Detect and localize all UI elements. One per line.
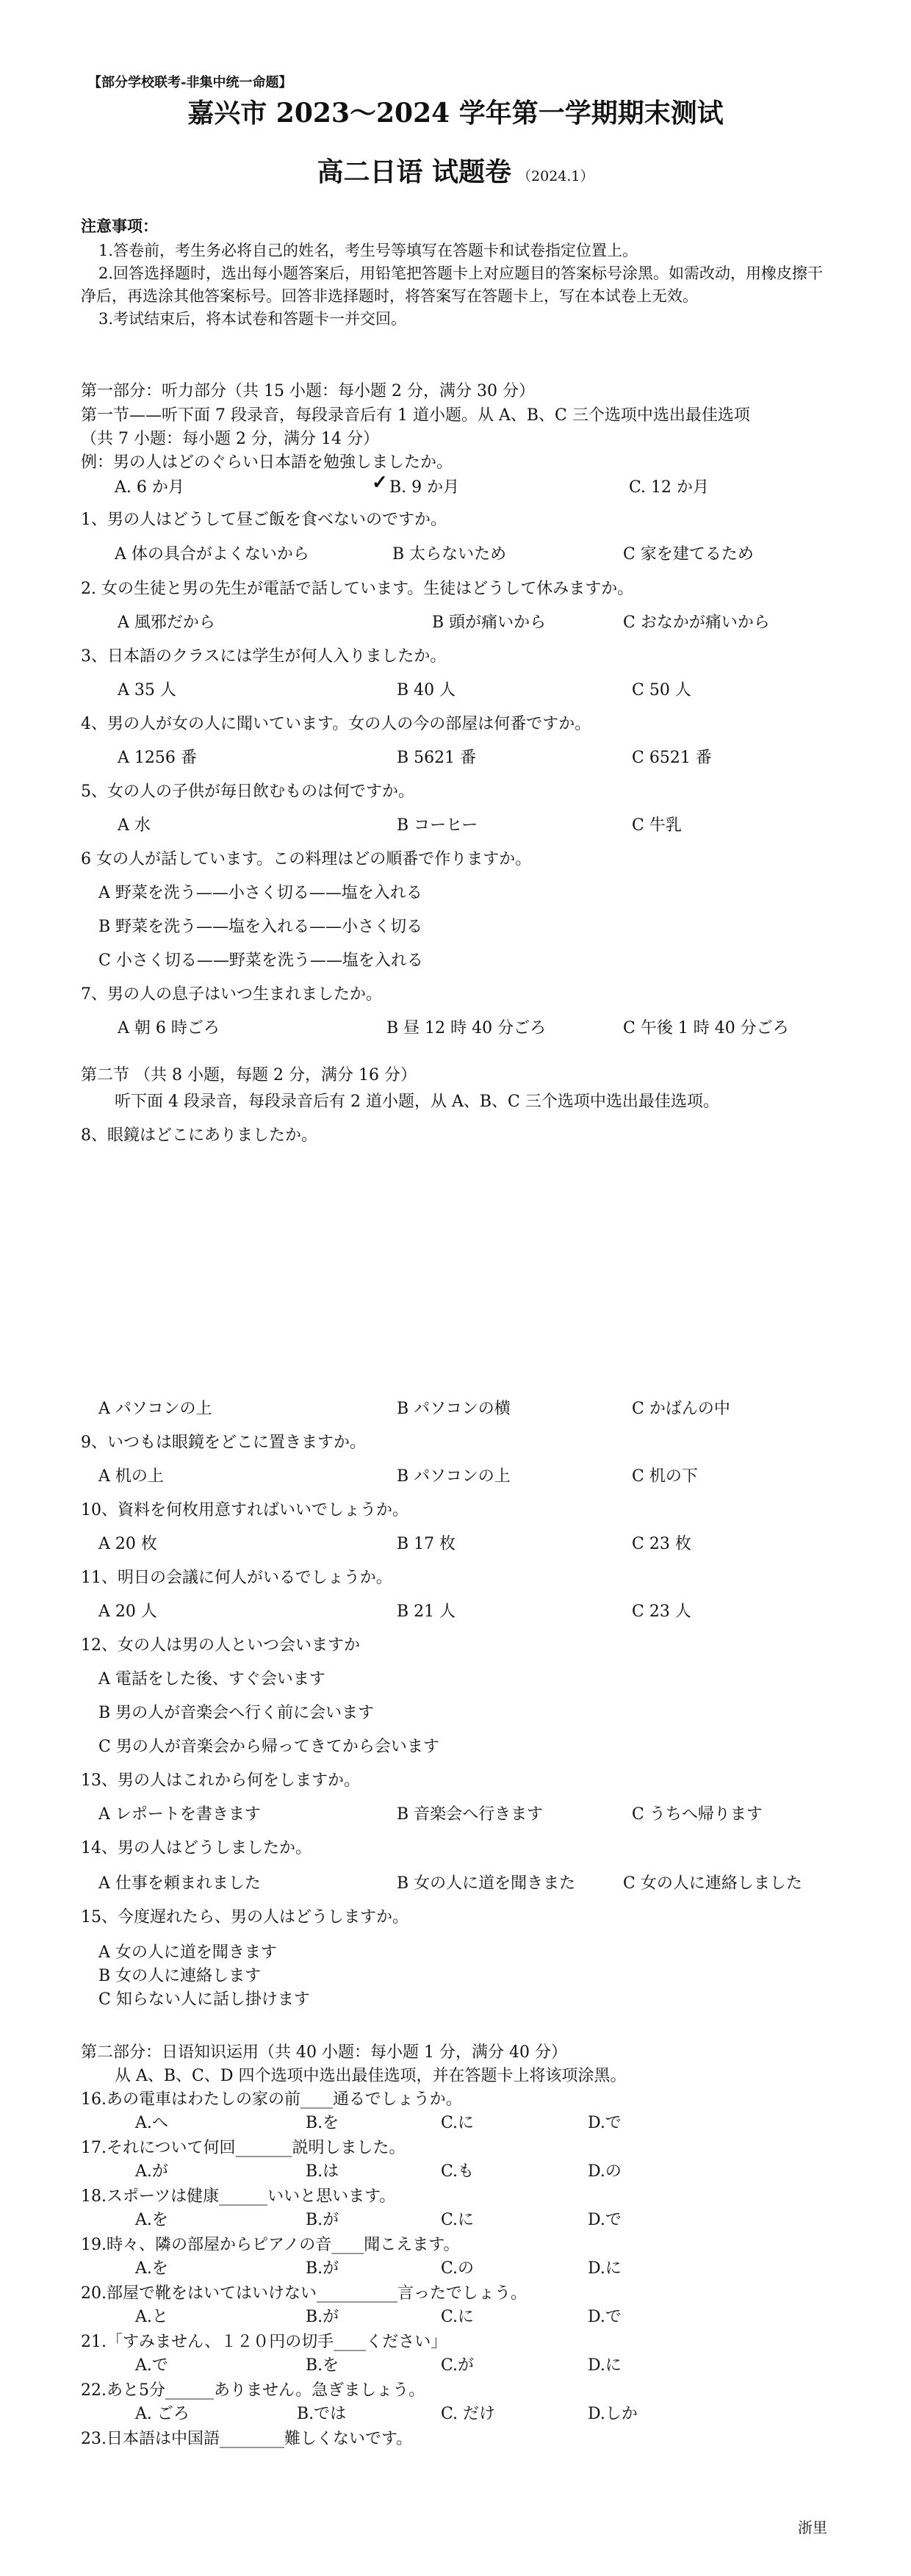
question-11: 11、明日の会議に何人がいるでしょうか。 bbox=[81, 1569, 392, 1587]
question-17: 17.それについて何回_______説明しました。 bbox=[81, 2139, 406, 2157]
q1-option-b: B 太らないため bbox=[392, 545, 507, 564]
q9-option-c: C 机の下 bbox=[632, 1467, 698, 1486]
question-8: 8、眼鏡はどこにありましたか。 bbox=[81, 1126, 317, 1145]
exam-date: （2024.1） bbox=[517, 168, 594, 184]
example-option-a: A. 6 か月 bbox=[115, 478, 184, 497]
question-5: 5、女の人の子供が毎日飲むものは何ですか。 bbox=[81, 782, 414, 801]
q17-option-d: D.の bbox=[588, 2162, 622, 2181]
subtitle-text: 高二日语 试题卷 bbox=[317, 156, 512, 187]
q4-option-b: B 5621 番 bbox=[397, 749, 477, 767]
exam-tag: 【部分学校联考-非集中统一命题】 bbox=[88, 75, 292, 90]
q12-option-c: C 男の人が音楽会から帰ってきてから会います bbox=[98, 1738, 439, 1756]
question-20: 20.部屋で靴をはいてはいけない__________言ったでしょう。 bbox=[81, 2284, 527, 2303]
q22-option-b: B.では bbox=[297, 2405, 347, 2423]
q10-option-c: C 23 枚 bbox=[632, 1535, 691, 1553]
question-13: 13、男の人はこれから何をしますか。 bbox=[81, 1771, 360, 1790]
q11-option-b: B 21 人 bbox=[397, 1602, 456, 1621]
q15-option-c: C 知らない人に話し掛けます bbox=[98, 1990, 310, 2009]
q14-option-a: A 仕事を頼まれました bbox=[98, 1874, 261, 1893]
part1-section2-sub: 听下面 4 段录音，每段录音后有 2 道小题，从 A、B、C 三个选项中选出最佳选项。 bbox=[115, 1093, 719, 1111]
q12-option-b: B 男の人が音楽会へ行く前に会います bbox=[98, 1704, 375, 1722]
notice-item: 2.回答选择题时，选出每小题答案后，用铅笔把答题卡上对应题目的答案标号涂黑。如需改动，用橡皮擦干净后，再选涂其他答案标号。回答非选择题时，将答案写在答题卡上，写在本试卷上无效。 bbox=[81, 265, 824, 305]
q19-option-b: B.が bbox=[306, 2259, 339, 2278]
q8-option-c: C かばんの中 bbox=[632, 1400, 730, 1418]
q4-option-a: A 1256 番 bbox=[118, 749, 197, 767]
q10-option-a: A 20 枚 bbox=[98, 1535, 157, 1553]
q21-option-a: A.で bbox=[135, 2356, 168, 2375]
question-3: 3、日本語のクラスには学生が何人入りましたか。 bbox=[81, 647, 447, 666]
q11-option-c: C 23 人 bbox=[632, 1602, 691, 1621]
q5-option-b: B コーヒー bbox=[397, 816, 478, 835]
q3-option-c: C 50 人 bbox=[632, 681, 691, 699]
q16-option-d: D.で bbox=[588, 2114, 622, 2132]
q22-option-c: C. だけ bbox=[441, 2405, 496, 2423]
q18-option-c: C.に bbox=[441, 2211, 475, 2229]
q15-option-a: A 女の人に道を聞きます bbox=[98, 1943, 277, 1962]
part1-section1-sub: （共 7 小题：每小题 2 分，满分 14 分） bbox=[81, 430, 379, 448]
q8-option-b: B パソコンの横 bbox=[397, 1400, 511, 1418]
q19-option-a: A.を bbox=[135, 2259, 168, 2278]
question-6: 6 女の人が話しています。この料理はどの順番で作りますか。 bbox=[81, 850, 532, 868]
part2-title: 第二部分：日语知识运用（共 40 小题：每小题 1 分，满分 40 分） bbox=[81, 2043, 567, 2062]
q9-option-b: B パソコンの上 bbox=[397, 1467, 511, 1486]
question-19: 19.時々、隣の部屋からピアノの音____聞こえます。 bbox=[81, 2236, 460, 2254]
q2-option-b: B 頭が痛いから bbox=[432, 614, 547, 632]
q17-option-a: A.が bbox=[135, 2162, 168, 2181]
q17-option-c: C.も bbox=[441, 2162, 475, 2181]
question-15: 15、今度遅れたら、男の人はどうしますか。 bbox=[81, 1908, 408, 1926]
q20-option-d: D.で bbox=[588, 2308, 622, 2326]
question-4: 4、男の人が女の人に聞いています。女の人の今の部屋は何番ですか。 bbox=[81, 715, 591, 733]
q16-option-a: A.へ bbox=[135, 2114, 168, 2132]
example-option-c: C. 12 か月 bbox=[629, 478, 710, 497]
q16-option-c: C.に bbox=[441, 2114, 475, 2132]
q1-option-c: C 家を建てるため bbox=[623, 545, 754, 564]
exam-title: 嘉兴市 2023～2024 学年第一学期期末测试 bbox=[187, 98, 724, 129]
q13-option-c: C うちへ帰ります bbox=[632, 1805, 763, 1824]
question-2: 2. 女の生徒と男の先生が電話で話しています。生徒はどうして休みますか。 bbox=[81, 580, 634, 598]
q6-option-c: C 小さく切る——野菜を洗う——塩を入れる bbox=[98, 951, 423, 970]
question-12: 12、女の人は男の人といつ会いますか bbox=[81, 1636, 360, 1655]
q20-option-c: C.に bbox=[441, 2308, 475, 2326]
question-9: 9、いつもは眼鏡をどこに置きますか。 bbox=[81, 1433, 366, 1452]
q2-option-a: A 風邪だから bbox=[118, 614, 215, 632]
q22-option-a: A. ごろ bbox=[135, 2405, 190, 2423]
q21-option-b: B.を bbox=[306, 2356, 339, 2375]
q18-option-a: A.を bbox=[135, 2211, 168, 2229]
exam-subtitle bbox=[0, 151, 911, 189]
question-14: 14、男の人はどうしましたか。 bbox=[81, 1839, 312, 1857]
question-18: 18.スポーツは健康______いいと思います。 bbox=[81, 2187, 396, 2206]
question-1: 1、男の人はどうして昼ご飯を食べないのですか。 bbox=[81, 511, 447, 529]
q7-option-b: B 昼 12 時 40 分ごろ bbox=[386, 1019, 547, 1037]
q13-option-b: B 音楽会へ行きます bbox=[397, 1805, 544, 1824]
q16-option-b: B.を bbox=[306, 2114, 339, 2132]
q22-option-d: D.しか bbox=[588, 2405, 638, 2423]
q9-option-a: A 机の上 bbox=[98, 1467, 164, 1486]
part2-instruction: 从 A、B、C、D 四个选项中选出最佳选项，并在答题卡上将该项涂黑。 bbox=[115, 2067, 627, 2085]
check-mark-icon: ✓ bbox=[372, 472, 388, 494]
example-option-b: B. 9 か月 bbox=[389, 478, 460, 497]
part1-title: 第一部分：听力部分（共 15 小题：每小题 2 分，满分 30 分） bbox=[81, 382, 535, 400]
q19-option-c: C.の bbox=[441, 2259, 475, 2278]
q10-option-b: B 17 枚 bbox=[397, 1535, 456, 1553]
q11-option-a: A 20 人 bbox=[98, 1602, 157, 1621]
image-placeholder bbox=[81, 1152, 838, 1372]
notice-item: 1.答卷前，考生务必将自己的姓名，考生号等填写在答题卡和试卷指定位置上。 bbox=[98, 242, 638, 259]
question-10: 10、資料を何枚用意すればいいでしょうか。 bbox=[81, 1501, 408, 1519]
q20-option-b: B.が bbox=[306, 2308, 339, 2326]
q4-option-c: C 6521 番 bbox=[632, 749, 712, 767]
q7-option-a: A 朝 6 時ごろ bbox=[118, 1019, 220, 1037]
question-21: 21.「すみません、１２０円の切手____ください」 bbox=[81, 2333, 447, 2351]
q5-option-a: A 水 bbox=[118, 816, 151, 835]
question-22: 22.あと5分______ありません。急ぎましょう。 bbox=[81, 2381, 425, 2400]
q14-option-c: C 女の人に連絡しました bbox=[623, 1874, 802, 1893]
q8-option-a: A パソコンの上 bbox=[98, 1400, 212, 1418]
q18-option-d: D.で bbox=[588, 2211, 622, 2229]
notice-item: 3.考试结束后，将本试卷和答题卡一并交回。 bbox=[98, 310, 407, 328]
part1-section2-title: 第二节 （共 8 小题，每题 2 分，满分 16 分） bbox=[81, 1066, 417, 1084]
q13-option-a: A レポートを書きます bbox=[98, 1805, 261, 1824]
question-16: 16.あの電車はわたしの家の前____通るでしょうか。 bbox=[81, 2090, 462, 2109]
q3-option-b: B 40 人 bbox=[397, 681, 456, 699]
q21-option-c: C.が bbox=[441, 2356, 475, 2375]
question-7: 7、男の人の息子はいつ生まれましたか。 bbox=[81, 985, 382, 1004]
q18-option-b: B.が bbox=[306, 2211, 339, 2229]
part1-section1-title: 第一节——听下面 7 段录音，每段录音后有 1 道小题。从 A、B、C 三个选项中选出最佳选项 bbox=[81, 406, 750, 425]
q6-option-a: A 野菜を洗う——小さく切る——塩を入れる bbox=[98, 884, 422, 902]
q7-option-c: C 午後 1 時 40 分ごろ bbox=[623, 1019, 789, 1037]
q6-option-b: B 野菜を洗う——塩を入れる——小さく切る bbox=[98, 918, 423, 936]
notice-heading: 注意事项： bbox=[81, 217, 158, 235]
notice-list bbox=[81, 240, 838, 331]
q21-option-d: D.に bbox=[588, 2356, 622, 2375]
q5-option-c: C 牛乳 bbox=[632, 816, 682, 835]
question-23: 23.日本語は中国語________難しくないです。 bbox=[81, 2430, 413, 2448]
q12-option-a: A 電話をした後、すぐ会います bbox=[98, 1670, 325, 1688]
q3-option-a: A 35 人 bbox=[118, 681, 176, 699]
q19-option-d: D.に bbox=[588, 2259, 622, 2278]
q2-option-c: C おなかが痛いから bbox=[623, 614, 770, 632]
footer-watermark: 浙里 bbox=[798, 2519, 827, 2536]
q1-option-a: A 体の具合がよくないから bbox=[115, 545, 309, 564]
q15-option-b: B 女の人に連絡します bbox=[98, 1967, 262, 1985]
q14-option-b: B 女の人に道を聞きまた bbox=[397, 1874, 576, 1893]
q20-option-a: A.と bbox=[135, 2308, 168, 2326]
example-question: 例：男の人はどのぐらい日本語を勉強しましたか。 bbox=[81, 453, 453, 472]
q17-option-b: B.は bbox=[306, 2162, 339, 2181]
